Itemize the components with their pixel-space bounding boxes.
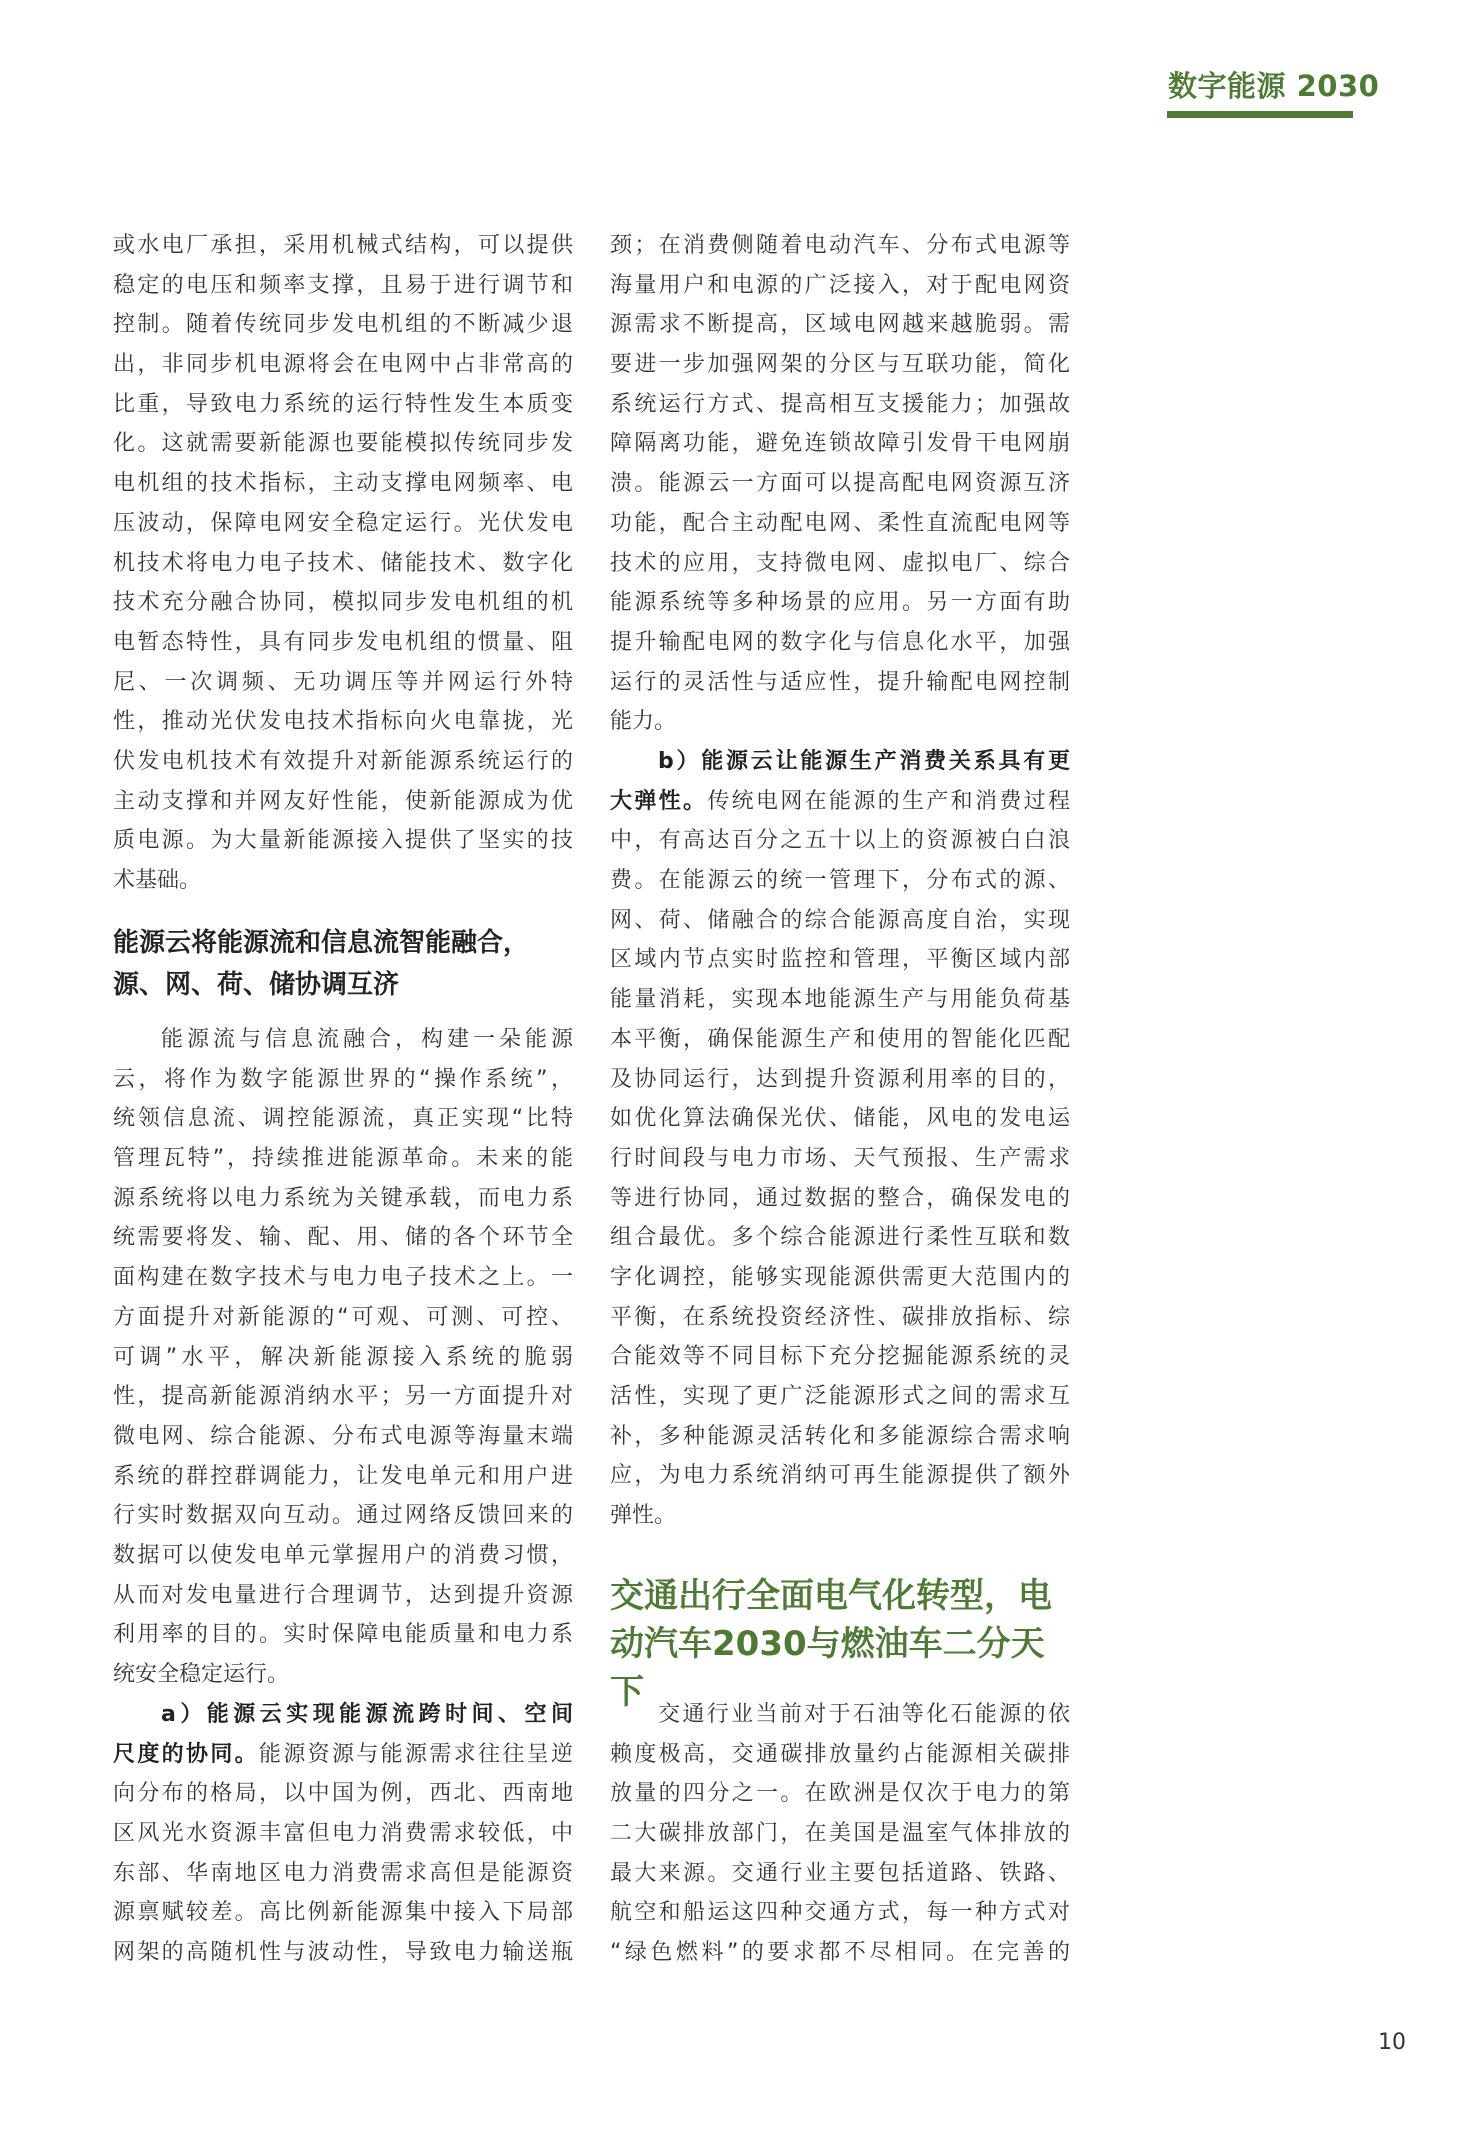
text-line bbox=[610, 940, 1070, 980]
text-line bbox=[610, 1099, 1070, 1139]
line-text: 化。这就需要新能源也要能模拟传统同步发 bbox=[113, 431, 573, 457]
line-text: 从而对发电量进行合理调节，达到提升资源 bbox=[113, 1582, 573, 1608]
bold-lead-text: 尺度的协同。 bbox=[113, 1741, 259, 1767]
line-text: 行实时数据双向互动。通过网络反馈回来的 bbox=[113, 1503, 573, 1529]
text-line bbox=[113, 345, 573, 385]
text-line bbox=[610, 1456, 1070, 1496]
line-text: 统安全稳定运行。 bbox=[113, 1662, 290, 1687]
text-line bbox=[113, 861, 573, 901]
line-text: 控制。随着传统同步发电机组的不断减少退 bbox=[113, 312, 573, 338]
text-line bbox=[610, 782, 1070, 822]
text-line bbox=[610, 1218, 1070, 1258]
text-line bbox=[113, 464, 573, 504]
text-line bbox=[113, 702, 573, 742]
text-line bbox=[113, 623, 573, 663]
section-heading bbox=[113, 922, 573, 1006]
text-line bbox=[113, 1695, 573, 1735]
line-text: 活性，实现了更广泛能源形式之间的需求互 bbox=[610, 1384, 1070, 1409]
text-line bbox=[610, 1060, 1070, 1100]
text-line bbox=[610, 663, 1070, 703]
line-text: 东部、华南地区电力消费需求高但是能源资 bbox=[113, 1860, 573, 1886]
text-line bbox=[610, 1298, 1070, 1338]
line-text: 能量消耗，实现本地能源生产与用能负荷基 bbox=[610, 987, 1070, 1013]
text-line bbox=[610, 424, 1070, 464]
line-text: 源禀赋较差。高比例新能源集中接入下局部 bbox=[113, 1900, 573, 1926]
text-line bbox=[610, 1735, 1070, 1775]
line-text: 补，多种能源灵活转化和多能源综合需求响 bbox=[610, 1423, 1070, 1449]
line-text: 尼、一次调频、无功调压等并网运行外特 bbox=[113, 669, 573, 695]
text-line bbox=[113, 1099, 573, 1139]
line-text: 源系统将以电力系统为关键承载，而电力系 bbox=[113, 1185, 573, 1211]
line-text: 源需求不断提高，区域电网越来越脆弱。需 bbox=[610, 312, 1070, 338]
text-line bbox=[610, 1814, 1070, 1854]
line-text: 网架的高随机性与波动性，导致电力输送瓶 bbox=[113, 1940, 573, 1966]
running-header-title: 数字能源 2030 bbox=[1168, 69, 1380, 103]
paragraph bbox=[610, 1695, 1070, 1973]
line-text: 数据可以使发电单元掌握用户的消费习惯， bbox=[113, 1542, 573, 1568]
line-text: 能力。 bbox=[610, 709, 677, 735]
line-text: 利用率的目的。实时保障电能质量和电力系 bbox=[113, 1622, 573, 1648]
line-text: 最大来源。交通行业主要包括道路、铁路、 bbox=[610, 1860, 1070, 1886]
line-text: 稳定的电压和频率支撑，且易于进行调节和 bbox=[113, 272, 573, 298]
line-text: 颈；在消费侧随着电动汽车、分布式电源等 bbox=[610, 233, 1070, 258]
text-line bbox=[610, 1854, 1070, 1894]
text-line bbox=[610, 345, 1070, 385]
text-line bbox=[113, 1735, 573, 1775]
line-text: 微电网、综合能源、分布式电源等海量末端 bbox=[113, 1423, 573, 1449]
text-line bbox=[113, 504, 573, 544]
line-text: 压波动，保障电网安全稳定运行。光伏发电 bbox=[113, 510, 573, 536]
line-text: 交通行业当前对于石油等化石能源的依 bbox=[658, 1702, 1070, 1727]
text-line bbox=[113, 742, 573, 782]
text-line bbox=[610, 980, 1070, 1020]
text-line bbox=[113, 1814, 573, 1854]
text-line bbox=[113, 1338, 573, 1378]
text-line bbox=[610, 504, 1070, 544]
line-text: 质电源。为大量新能源接入提供了坚实的技 bbox=[113, 828, 573, 854]
text-line bbox=[113, 1139, 573, 1179]
line-text: 赖度极高，交通碳排放量约占能源相关碳排 bbox=[610, 1741, 1070, 1767]
text-line bbox=[113, 1615, 573, 1655]
line-text: 能源系统等多种场景的应用。另一方面有助 bbox=[610, 590, 1070, 616]
paragraph bbox=[610, 226, 1070, 742]
line-text: 管理瓦特”，持续推进能源革命。未来的能 bbox=[113, 1146, 573, 1172]
text-line bbox=[113, 1933, 573, 1973]
line-text: 电暂态特性，具有同步发电机组的惯量、阻 bbox=[113, 629, 573, 655]
line-text: 云，将作为数字能源世界的“操作系统”， bbox=[113, 1066, 573, 1092]
line-text: 要进一步加强网架的分区与互联功能，简化 bbox=[610, 352, 1070, 378]
text-line bbox=[113, 1854, 573, 1894]
bold-lead-text: a）能源云实现能源流跨时间、空间 bbox=[161, 1702, 573, 1727]
text-line bbox=[113, 1774, 573, 1814]
line-text: 功能，配合主动配电网、柔性直流配电网等 bbox=[610, 510, 1070, 536]
text-line bbox=[610, 821, 1070, 861]
text-line bbox=[113, 1258, 573, 1298]
line-text: 本平衡，确保能源生产和使用的智能化匹配 bbox=[610, 1026, 1070, 1052]
text-line bbox=[610, 1377, 1070, 1417]
text-line bbox=[610, 901, 1070, 941]
line-text: 弹性。 bbox=[610, 1503, 677, 1529]
text-line bbox=[610, 1337, 1070, 1377]
text-line bbox=[113, 1536, 573, 1576]
text-line bbox=[113, 1298, 573, 1338]
text-line bbox=[610, 1020, 1070, 1060]
page-number: 10 bbox=[1378, 2030, 1406, 2055]
paragraph bbox=[113, 1020, 573, 1695]
text-line bbox=[610, 385, 1070, 425]
text-line bbox=[610, 544, 1070, 584]
line-text: 术基础。 bbox=[113, 868, 202, 893]
line-text: 平衡，在系统投资经济性、碳排放指标、综 bbox=[610, 1304, 1070, 1330]
line-text: 网、荷、储融合的综合能源高度自治，实现 bbox=[610, 907, 1070, 933]
text-line bbox=[113, 782, 573, 822]
text-line bbox=[113, 1655, 573, 1695]
line-text: 出，非同步机电源将会在电网中占非常高的 bbox=[113, 352, 573, 378]
line-text: 放量的四分之一。在欧洲是仅次于电力的第 bbox=[610, 1781, 1070, 1807]
line-text: 面构建在数字技术与电力电子技术之上。一 bbox=[113, 1265, 573, 1291]
line-text: 或水电厂承担，采用机械式结构，可以提供 bbox=[113, 233, 573, 258]
line-text: 性，提高新能源消纳水平；另一方面提升对 bbox=[113, 1384, 573, 1410]
line-text: 障隔离功能，避免连锁故障引发骨干电网崩 bbox=[610, 431, 1070, 457]
heading-line: 源、网、荷、储协调互济 bbox=[113, 970, 400, 1000]
paragraph bbox=[113, 226, 573, 901]
line-text: 伏发电机技术有效提升对新能源系统运行的 bbox=[113, 748, 573, 774]
text-line bbox=[113, 1457, 573, 1497]
bold-lead-text: 大弹性。 bbox=[610, 788, 708, 814]
text-line bbox=[113, 1179, 573, 1219]
text-line bbox=[113, 1060, 573, 1100]
line-text: 比重，导致电力系统的运行特性发生本质变 bbox=[113, 391, 573, 417]
text-line bbox=[610, 1893, 1070, 1933]
text-line bbox=[113, 1496, 573, 1536]
text-line bbox=[113, 266, 573, 306]
text-line bbox=[113, 1576, 573, 1616]
line-text: 二大碳排放部门，在美国是温室气体排放的 bbox=[610, 1821, 1070, 1847]
line-text: 等进行协同，通过数据的整合，确保发电的 bbox=[610, 1185, 1070, 1211]
text-line bbox=[113, 305, 573, 345]
line-text: 机技术将电力电子技术、储能技术、数字化 bbox=[113, 550, 573, 576]
line-text: 运行的灵活性与适应性，提升输配电网控制 bbox=[610, 669, 1070, 695]
line-text: 主动支撑和并网友好性能，使新能源成为优 bbox=[113, 788, 573, 814]
line-text: 组合最优。多个综合能源进行柔性互联和数 bbox=[610, 1225, 1070, 1251]
header-accent-bar bbox=[1167, 111, 1353, 118]
text-line bbox=[610, 583, 1070, 623]
text-line bbox=[610, 266, 1070, 306]
line-text: 区风光水资源丰富但电力消费需求较低，中 bbox=[113, 1821, 573, 1847]
line-text: 技术充分融合协同，模拟同步发电机组的机 bbox=[113, 590, 573, 616]
text-line bbox=[113, 385, 573, 425]
line-text: 行时间段与电力市场、天气预报、生产需求 bbox=[610, 1145, 1070, 1171]
heading-line: 能源云将能源流和信息流智能融合， bbox=[113, 928, 530, 958]
text-line bbox=[610, 742, 1070, 782]
text-line bbox=[113, 1218, 573, 1258]
paragraph-b bbox=[610, 742, 1070, 1536]
text-line bbox=[610, 1258, 1070, 1298]
text-line bbox=[113, 1417, 573, 1457]
text-line bbox=[113, 1893, 573, 1933]
line-text: 方面提升对新能源的“可观、可测、可控、 bbox=[113, 1304, 573, 1330]
line-text: 电机组的技术指标，主动支撑电网频率、电 bbox=[113, 471, 573, 497]
heading-line: 交通出行全面电气化转型，电 bbox=[610, 1576, 1052, 1616]
text-line bbox=[610, 1179, 1070, 1219]
text-line bbox=[610, 702, 1070, 742]
text-line bbox=[610, 1496, 1070, 1536]
line-text: 系统的群控群调能力，让发电单元和用户进 bbox=[113, 1463, 573, 1489]
paragraph-a bbox=[113, 1695, 573, 1973]
line-text: 能源资源与能源需求往往呈逆 bbox=[259, 1741, 573, 1767]
text-line bbox=[113, 1020, 573, 1060]
line-text: 字化调控，能够实现能源供需更大范围内的 bbox=[610, 1264, 1070, 1290]
text-line bbox=[610, 464, 1070, 504]
text-line bbox=[113, 663, 573, 703]
line-text: 及协同运行，达到提升资源利用率的目的， bbox=[610, 1066, 1070, 1092]
text-line bbox=[113, 1377, 573, 1417]
line-text: 可调”水平，解决新能源接入系统的脆弱 bbox=[113, 1344, 573, 1370]
text-line bbox=[610, 305, 1070, 345]
line-text: 海量用户和电源的广泛接入，对于配电网资 bbox=[610, 272, 1070, 298]
line-text: 应，为电力系统消纳可再生能源提供了额外 bbox=[610, 1463, 1070, 1489]
text-line bbox=[610, 861, 1070, 901]
text-line bbox=[610, 1417, 1070, 1457]
line-text: 溃。能源云一方面可以提高配电网资源互济 bbox=[610, 471, 1070, 497]
line-text: 系统运行方式、提高相互支援能力；加强故 bbox=[610, 391, 1070, 417]
line-text: 统领信息流、调控能源流，真正实现“比特 bbox=[113, 1106, 573, 1132]
text-line bbox=[610, 1139, 1070, 1179]
text-line bbox=[113, 226, 573, 266]
line-text: 费。在能源云的统一管理下，分布式的源、 bbox=[610, 868, 1070, 894]
line-text: 性，推动光伏发电技术指标向火电靠拢，光 bbox=[113, 709, 573, 735]
line-text: 如优化算法确保光伏、储能，风电的发电运 bbox=[610, 1106, 1070, 1132]
line-text: “绿色燃料”的要求都不尽相同。在完善的 bbox=[610, 1940, 1070, 1966]
line-text: 能源流与信息流融合，构建一朵能源 bbox=[161, 1027, 573, 1052]
line-text: 统需要将发、输、配、用、储的各个环节全 bbox=[113, 1225, 573, 1251]
text-line bbox=[610, 1933, 1070, 1973]
text-line bbox=[113, 583, 573, 623]
text-line bbox=[113, 821, 573, 861]
bold-lead-text: b）能源云让能源生产消费关系具有更 bbox=[658, 749, 1070, 774]
line-text: 区域内节点实时监控和管理，平衡区域内部 bbox=[610, 947, 1070, 973]
line-text: 中，有高达百分之五十以上的资源被白白浪 bbox=[610, 828, 1070, 854]
text-line bbox=[610, 1774, 1070, 1814]
text-line bbox=[113, 424, 573, 464]
line-text: 向分布的格局，以中国为例，西北、西南地 bbox=[113, 1781, 573, 1807]
text-line bbox=[610, 226, 1070, 266]
line-text: 合能效等不同目标下充分挖掘能源系统的灵 bbox=[610, 1344, 1070, 1370]
text-line bbox=[610, 1695, 1070, 1735]
line-text: 技术的应用，支持微电网、虚拟电厂、综合 bbox=[610, 550, 1070, 576]
line-text: 航空和船运这四种交通方式，每一种方式对 bbox=[610, 1900, 1070, 1926]
text-line bbox=[113, 544, 573, 584]
line-text: 提升输配电网的数字化与信息化水平，加强 bbox=[610, 629, 1070, 655]
line-text: 传统电网在能源的生产和消费过程 bbox=[707, 788, 1070, 814]
heading-line: 动汽车2030与燃油车二分天下 bbox=[610, 1624, 1045, 1712]
text-line bbox=[610, 623, 1070, 663]
